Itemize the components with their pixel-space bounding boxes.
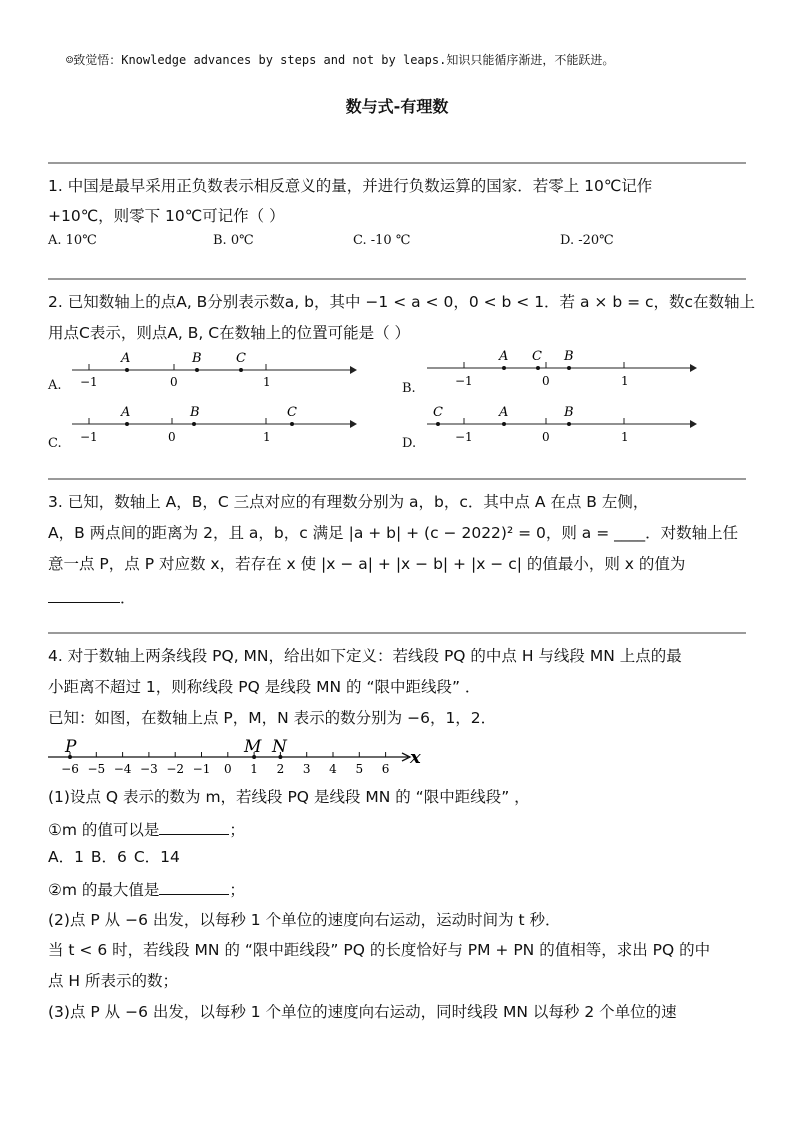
point-label: A (499, 349, 509, 364)
tick-label: −1 (455, 430, 473, 444)
tick-label: −5 (87, 762, 106, 776)
q2-number-line-diagrams (0, 340, 794, 460)
q2-option-d: D. (402, 436, 417, 451)
number-line-option-b (427, 349, 697, 388)
q1-option-a: A. 10℃ (48, 233, 97, 248)
point-n-label: N (272, 737, 287, 757)
axis-variable-label: x (410, 747, 421, 768)
q4-number-line (40, 732, 440, 780)
q4-part1b (48, 878, 245, 900)
q1-option-d: D. -20℃ (560, 233, 614, 248)
q4-part2-line2: 当 t < 6 时，若线段 MN 的 “限中距线段” PQ 的长度恰好与 PM + PN 的值相等，求出 PQ 的中 (48, 941, 711, 959)
tick-label: −2 (166, 762, 185, 776)
tick-label: −3 (140, 762, 158, 776)
tick-label: −4 (113, 762, 132, 776)
q4-part1-choices: A．1 B．6 C．14 (48, 848, 180, 866)
point-label: B (192, 351, 202, 366)
point-label: A (499, 405, 509, 420)
point-label: B (564, 405, 574, 420)
point-label: A (121, 351, 131, 366)
q4-part1a-end: ； (229, 821, 245, 839)
tick-label: 1 (621, 374, 629, 388)
point-label: C (287, 405, 297, 420)
tick-label: 4 (329, 762, 337, 776)
point-p-label: P (65, 737, 77, 757)
number-line-option-c (72, 405, 357, 444)
q4-part1b-text: ②m 的最大值是 (48, 881, 160, 899)
divider (48, 632, 746, 634)
tick-label: 0 (170, 375, 178, 389)
tick-label: −1 (80, 375, 98, 389)
q3-period: ． (120, 589, 136, 607)
tick-label: 0 (542, 374, 550, 388)
point-label: B (190, 405, 200, 420)
point-label: C (532, 349, 542, 364)
tick-label: 1 (263, 430, 271, 444)
point-label: B (564, 349, 574, 364)
tick-label: 1 (621, 430, 629, 444)
q2-option-b: B. (402, 381, 416, 396)
number-line-option-a (72, 351, 357, 389)
point-label: C (433, 405, 443, 420)
tick-label: 1 (250, 762, 258, 776)
q3-stem-line1: 3. 已知，数轴上 A，B，C 三点对应的有理数分别为 a，b，c．其中点 A 在点 B 左侧， (48, 493, 649, 511)
tick-label: −6 (61, 762, 79, 776)
q4-stem-line1: 4. 对于数轴上两条线段 PQ, MN，给出如下定义：若线段 PQ 的中点 H 与线段 MN 上点的最 (48, 647, 682, 665)
tick-label: 6 (381, 762, 390, 776)
answer-blank[interactable] (159, 878, 229, 895)
q4-part2-line1: (2)点 P 从 −6 出发，以每秒 1 个单位的速度向右运动，运动时间为 t 秒． (48, 911, 561, 929)
q4-stem-line2: 小距离不超过 1，则称线段 PQ 是线段 MN 的 “限中距线段” ． (48, 678, 481, 696)
tick-label: −1 (455, 374, 473, 388)
q3-stem-line3: 意一点 P，点 P 对应数 x，若存在 x 使 |x − a| + |x − b| + |x − c| 的值最小，则 x 的值为 (48, 555, 686, 573)
q1-option-c: C. -10 ℃ (353, 233, 411, 248)
tick-label: 3 (302, 762, 311, 776)
tick-label: 0 (168, 430, 176, 444)
q4-part3-line1: (3)点 P 从 −6 出发，以每秒 1 个单位的速度向右运动，同时线段 MN 以每秒 2 个单位的速 (48, 1003, 677, 1021)
tick-label: 0 (542, 430, 550, 444)
point-label: C (236, 351, 246, 366)
q1-stem-line2: +10℃，则零下 10℃可记作（ ） (48, 207, 285, 225)
q2-option-c: C. (48, 436, 62, 451)
tick-label: −1 (192, 762, 211, 776)
q4-part1-stem: (1)设点 Q 表示的数为 m，若线段 PQ 是线段 MN 的 “限中距线段” ， (48, 788, 530, 806)
q2-option-a: A. (48, 378, 62, 393)
q4-part2-line3: 点 H 所表示的数； (48, 972, 179, 990)
page-header-motto: ☺致觉悟：Knowledge advances by steps and not by leaps.知识只能循序渐进，不能跃进。 (66, 53, 615, 67)
page-title: 数与式-有理数 (345, 97, 449, 116)
answer-blank[interactable] (48, 586, 120, 603)
tick-label: 0 (223, 762, 232, 776)
number-line-option-d (427, 405, 697, 444)
tick-label: 1 (263, 375, 271, 389)
divider (48, 478, 746, 480)
q4-part1a-text: ①m 的值可以是 (48, 821, 160, 839)
tick-label: −1 (80, 430, 98, 444)
q2-stem-line1: 2. 已知数轴上的点A, B分别表示数a, b，其中 −1 < a < 0，0 < b < 1．若 a × b = c，数c在数轴上 (48, 293, 756, 311)
q1-stem-line1: 1. 中国是最早采用正负数表示相反意义的量，并进行负数运算的国家．若零上 10℃记作 (48, 177, 653, 195)
q4-stem-line3: 已知：如图，在数轴上点 P，M，N 表示的数分别为 −6，1，2． (48, 709, 497, 727)
q2-stem-line2: 用点C表示，则点A, B, C在数轴上的位置可能是（ ） (48, 324, 411, 342)
point-label: A (121, 405, 131, 420)
q4-part1b-end: ； (229, 881, 245, 899)
answer-blank[interactable] (159, 818, 229, 835)
tick-label: 5 (355, 762, 364, 776)
divider (48, 278, 746, 280)
q4-part1a (48, 818, 245, 840)
q3-answer-line (48, 586, 136, 608)
q1-option-b: B. 0℃ (213, 233, 254, 248)
point-m-label: M (244, 737, 262, 757)
tick-label: 2 (276, 762, 285, 776)
q3-stem-line2: A，B 两点间的距离为 2，且 a，b，c 满足 |a + b| + (c − 2022)² = 0，则 a = ____．对数轴上任 (48, 524, 739, 542)
divider (48, 162, 746, 164)
